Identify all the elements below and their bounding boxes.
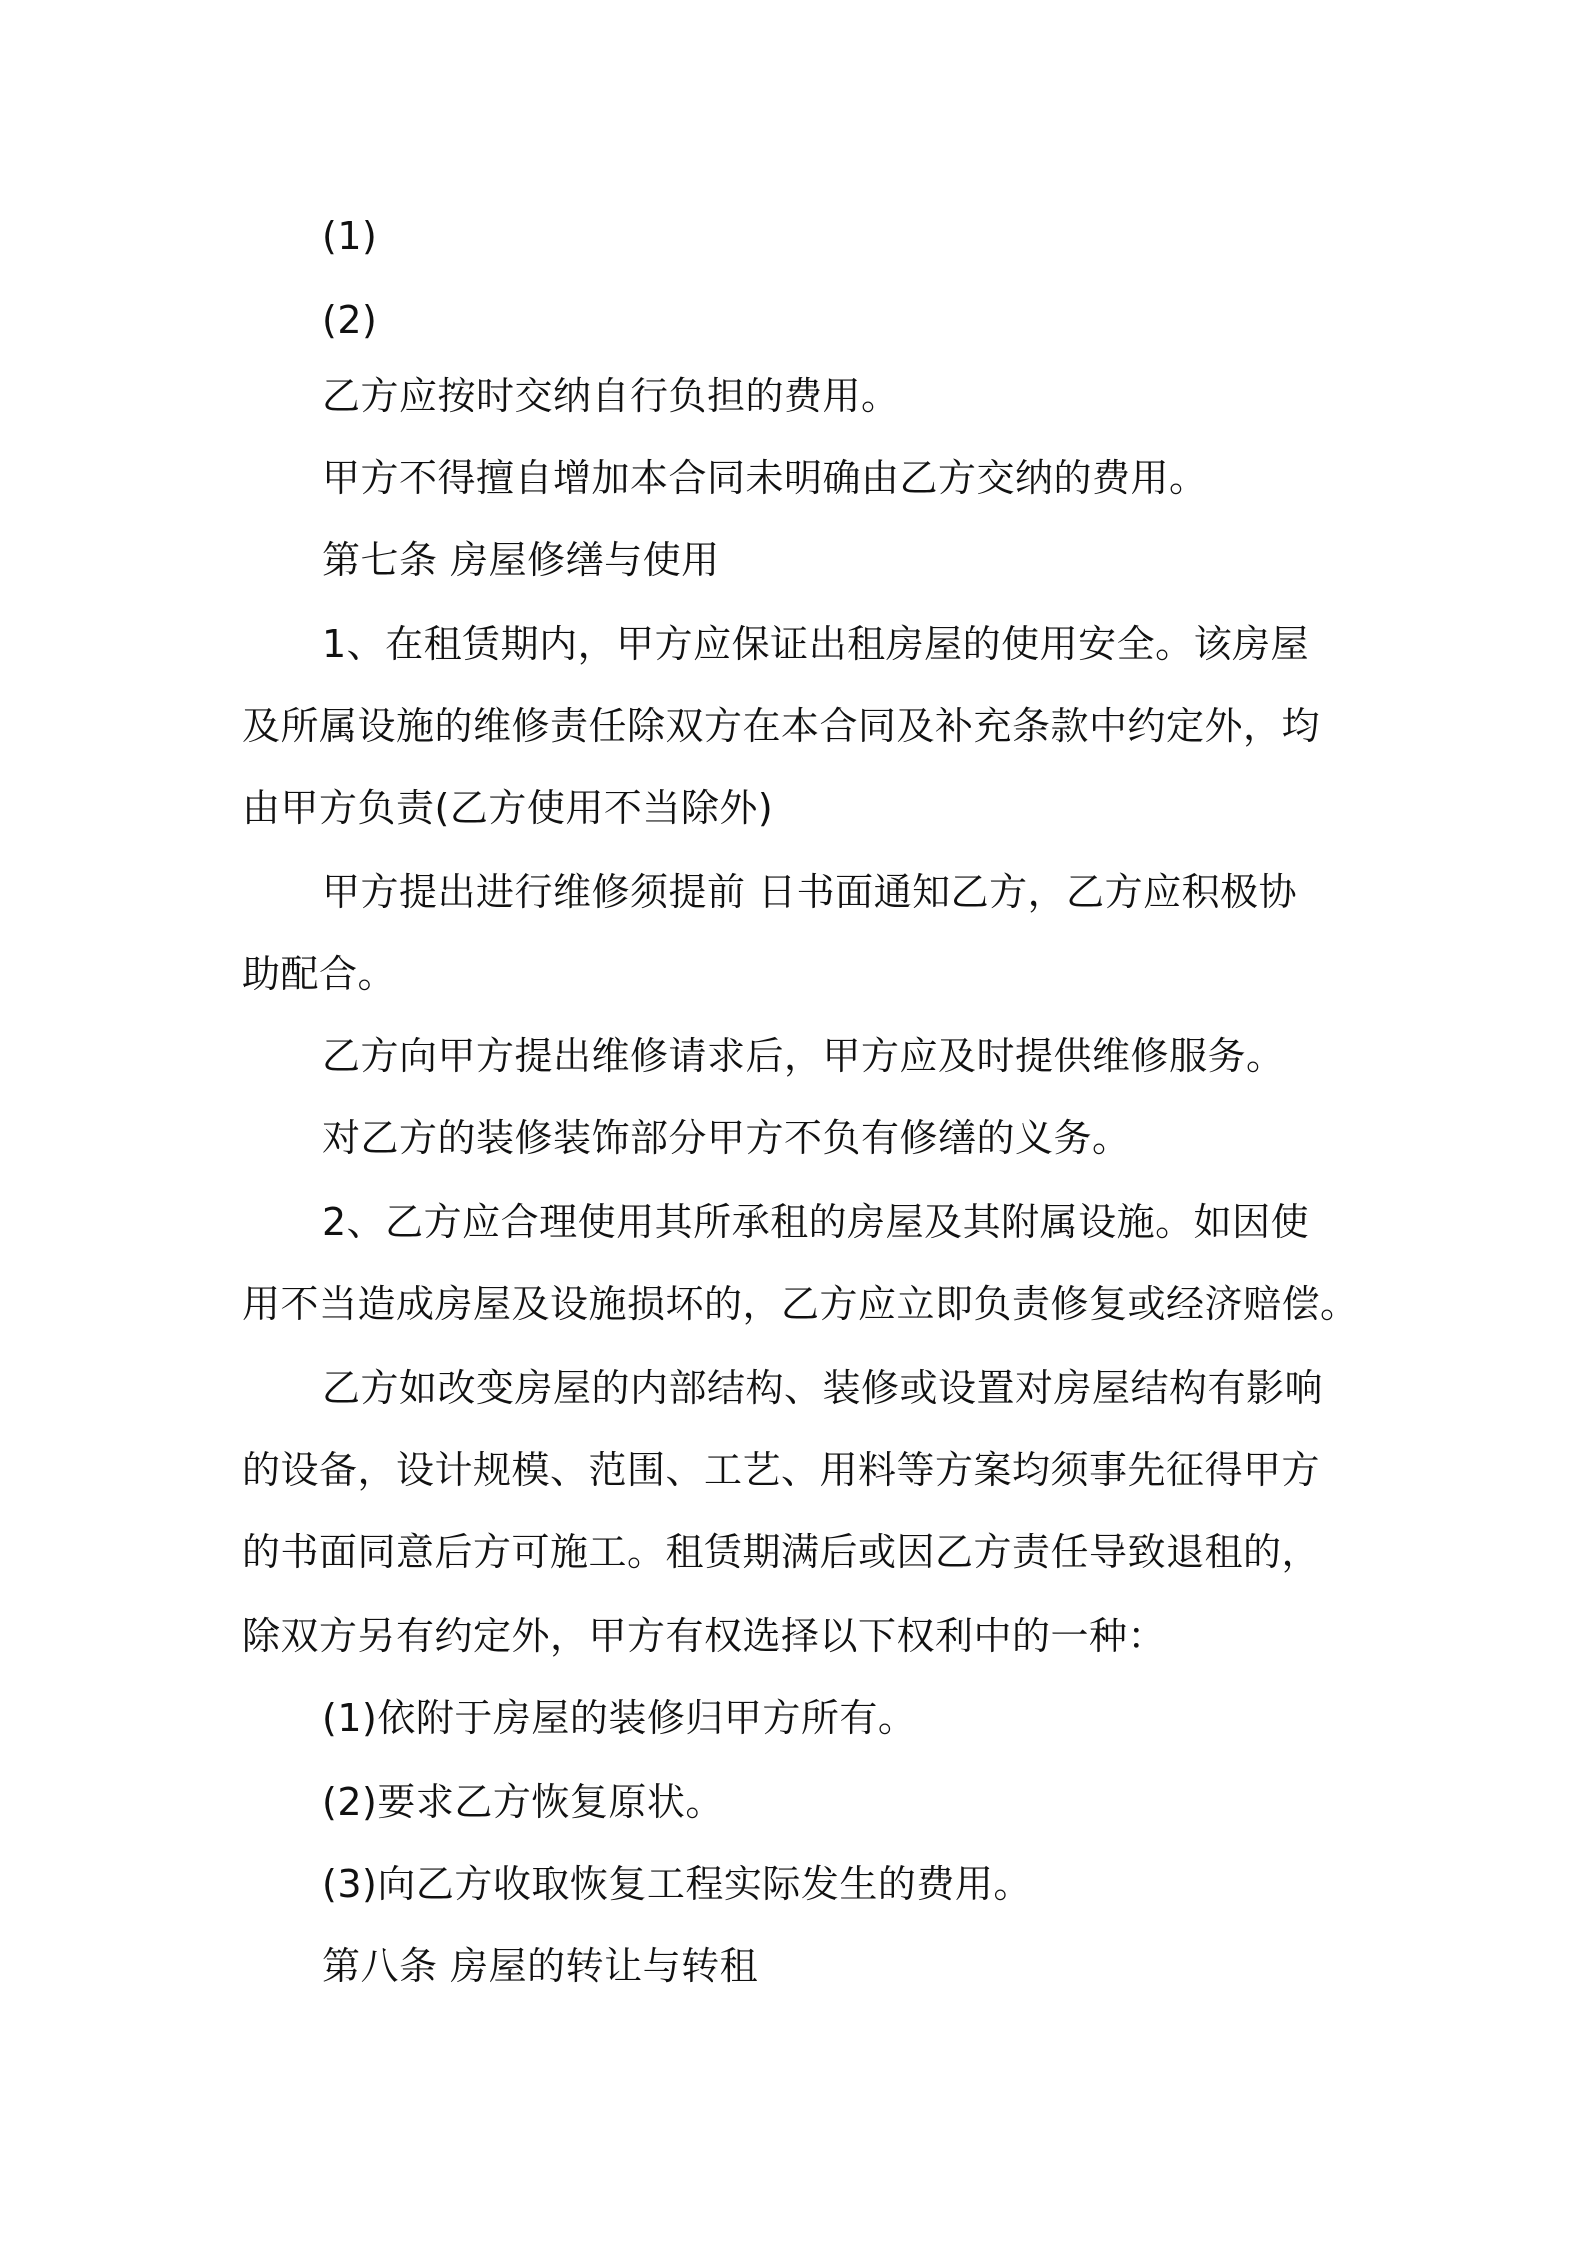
- paragraph-line: 及所属设施的维修责任除双方在本合同及补充条款中约定外，均: [242, 704, 1321, 748]
- paragraph-line: 乙方应按时交纳自行负担的费用。: [322, 374, 900, 418]
- paragraph-line: 的书面同意后方可施工。租赁期满后或因乙方责任导致退租的，: [242, 1530, 1321, 1574]
- paragraph-line: 的设备，设计规模、范围、工艺、用料等方案均须事先征得甲方: [242, 1448, 1321, 1492]
- section-heading: 第八条 房屋的转让与转租: [322, 1944, 759, 1988]
- paragraph-line: 由甲方负责(乙方使用不当除外): [242, 786, 774, 830]
- paragraph-line: 助配合。: [242, 952, 397, 996]
- paragraph-line: 乙方如改变房屋的内部结构、装修或设置对房屋结构有影响: [322, 1366, 1324, 1410]
- paragraph-line: (2): [322, 298, 378, 342]
- paragraph-line: 除双方另有约定外，甲方有权选择以下权利中的一种：: [242, 1614, 1167, 1658]
- list-item: (2)要求乙方恢复原状。: [322, 1780, 724, 1824]
- list-item: (1)依附于房屋的装修归甲方所有。: [322, 1696, 917, 1740]
- paragraph-line: 用不当造成房屋及设施损坏的，乙方应立即负责修复或经济赔偿。: [242, 1282, 1359, 1326]
- list-item: (3)向乙方收取恢复工程实际发生的费用。: [322, 1862, 1032, 1906]
- paragraph-line: 甲方提出进行维修须提前 日书面通知乙方，乙方应积极协: [322, 870, 1298, 914]
- paragraph-line: 甲方不得擅自增加本合同未明确由乙方交纳的费用。: [322, 456, 1208, 500]
- paragraph-line: 1、在租赁期内，甲方应保证出租房屋的使用安全。该房屋: [322, 622, 1310, 666]
- paragraph-line: 对乙方的装修装饰部分甲方不负有修缮的义务。: [322, 1116, 1131, 1160]
- section-heading: 第七条 房屋修缮与使用: [322, 538, 720, 582]
- paragraph-line: 2、乙方应合理使用其所承租的房屋及其附属设施。如因使: [322, 1200, 1310, 1244]
- paragraph-line: 乙方向甲方提出维修请求后，甲方应及时提供维修服务。: [322, 1034, 1285, 1078]
- paragraph-line: (1): [322, 214, 378, 258]
